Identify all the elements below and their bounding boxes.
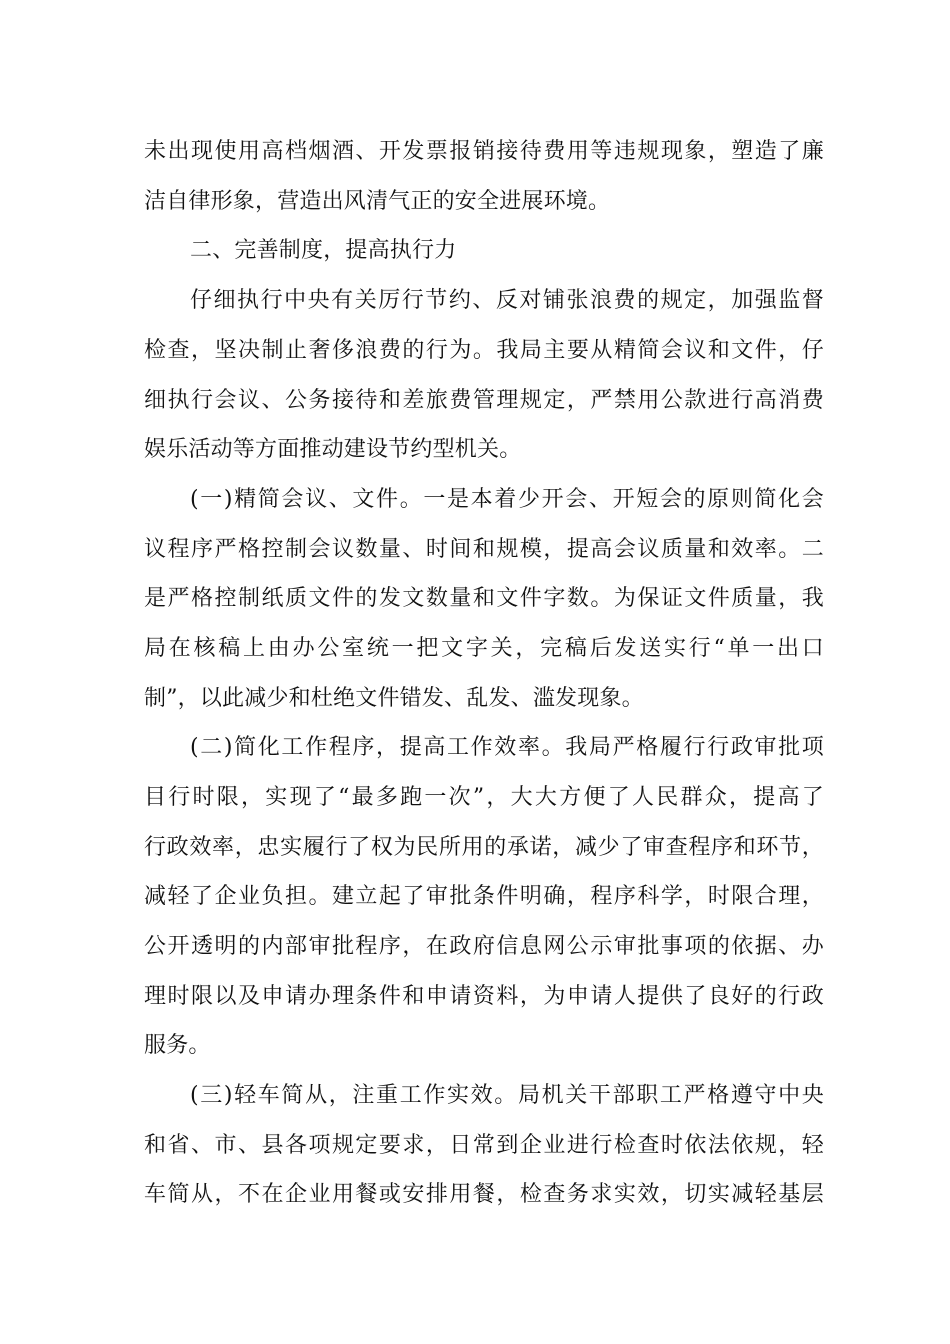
- paragraph-line: 公开透明的内部审批程序，在政府信息网公示审批事项的依据、办: [144, 934, 824, 959]
- paragraph-line: 目行时限，实现了“最多跑一次”，大大方便了人民群众，提高了: [144, 785, 824, 810]
- paragraph-line: 仔细执行中央有关厉行节约、反对铺张浪费的规定，加强监督: [190, 288, 824, 313]
- paragraph-line: 车简从，不在企业用餐或安排用餐，检查务求实效，切实减轻基层: [144, 1182, 824, 1207]
- paragraph-line: 服务。: [144, 1033, 211, 1058]
- paragraph-line: 未出现使用高档烟酒、开发票报销接待费用等违规现象，塑造了廉: [144, 139, 824, 164]
- paragraph-line: 检查，坚决制止奢侈浪费的行为。我局主要从精简会议和文件，仔: [144, 338, 824, 363]
- paragraph-line: 制”，以此减少和杜绝文件错发、乱发、滥发现象。: [144, 686, 644, 711]
- paragraph-line: 行政效率，忠实履行了权为民所用的承诺，减少了审查程序和环节，: [144, 835, 824, 860]
- paragraph-line: 减轻了企业负担。建立起了审批条件明确，程序科学，时限合理，: [144, 884, 824, 909]
- paragraph-line: 议程序严格控制会议数量、时间和规模，提高会议质量和效率。二: [144, 537, 824, 562]
- section-heading: 二、完善制度，提高执行力: [190, 238, 457, 263]
- paragraph-line: 娱乐活动等方面推动建设节约型机关。: [144, 437, 522, 462]
- paragraph-line: (一)精简会议、文件。一是本着少开会、开短会的原则简化会: [190, 487, 824, 512]
- paragraph-line: (三)轻车简从，注重工作实效。局机关干部职工严格遵守中央: [190, 1083, 824, 1108]
- paragraph-line: 局在核稿上由办公室统一把文字关，完稿后发送实行“单一出口: [144, 636, 824, 661]
- paragraph-line: 理时限以及申请办理条件和申请资料，为申请人提供了良好的行政: [144, 984, 824, 1009]
- paragraph-line: 和省、市、县各项规定要求，日常到企业进行检查时依法依规，轻: [144, 1133, 824, 1158]
- paragraph-line: 细执行会议、公务接待和差旅费管理规定，严禁用公款进行高消费: [144, 388, 824, 413]
- paragraph-line: 是严格控制纸质文件的发文数量和文件字数。为保证文件质量，我: [144, 586, 824, 611]
- paragraph-line: 洁自律形象，营造出风清气正的安全进展环境。: [144, 189, 611, 214]
- paragraph-line: (二)简化工作程序，提高工作效率。我局严格履行行政审批项: [190, 735, 824, 760]
